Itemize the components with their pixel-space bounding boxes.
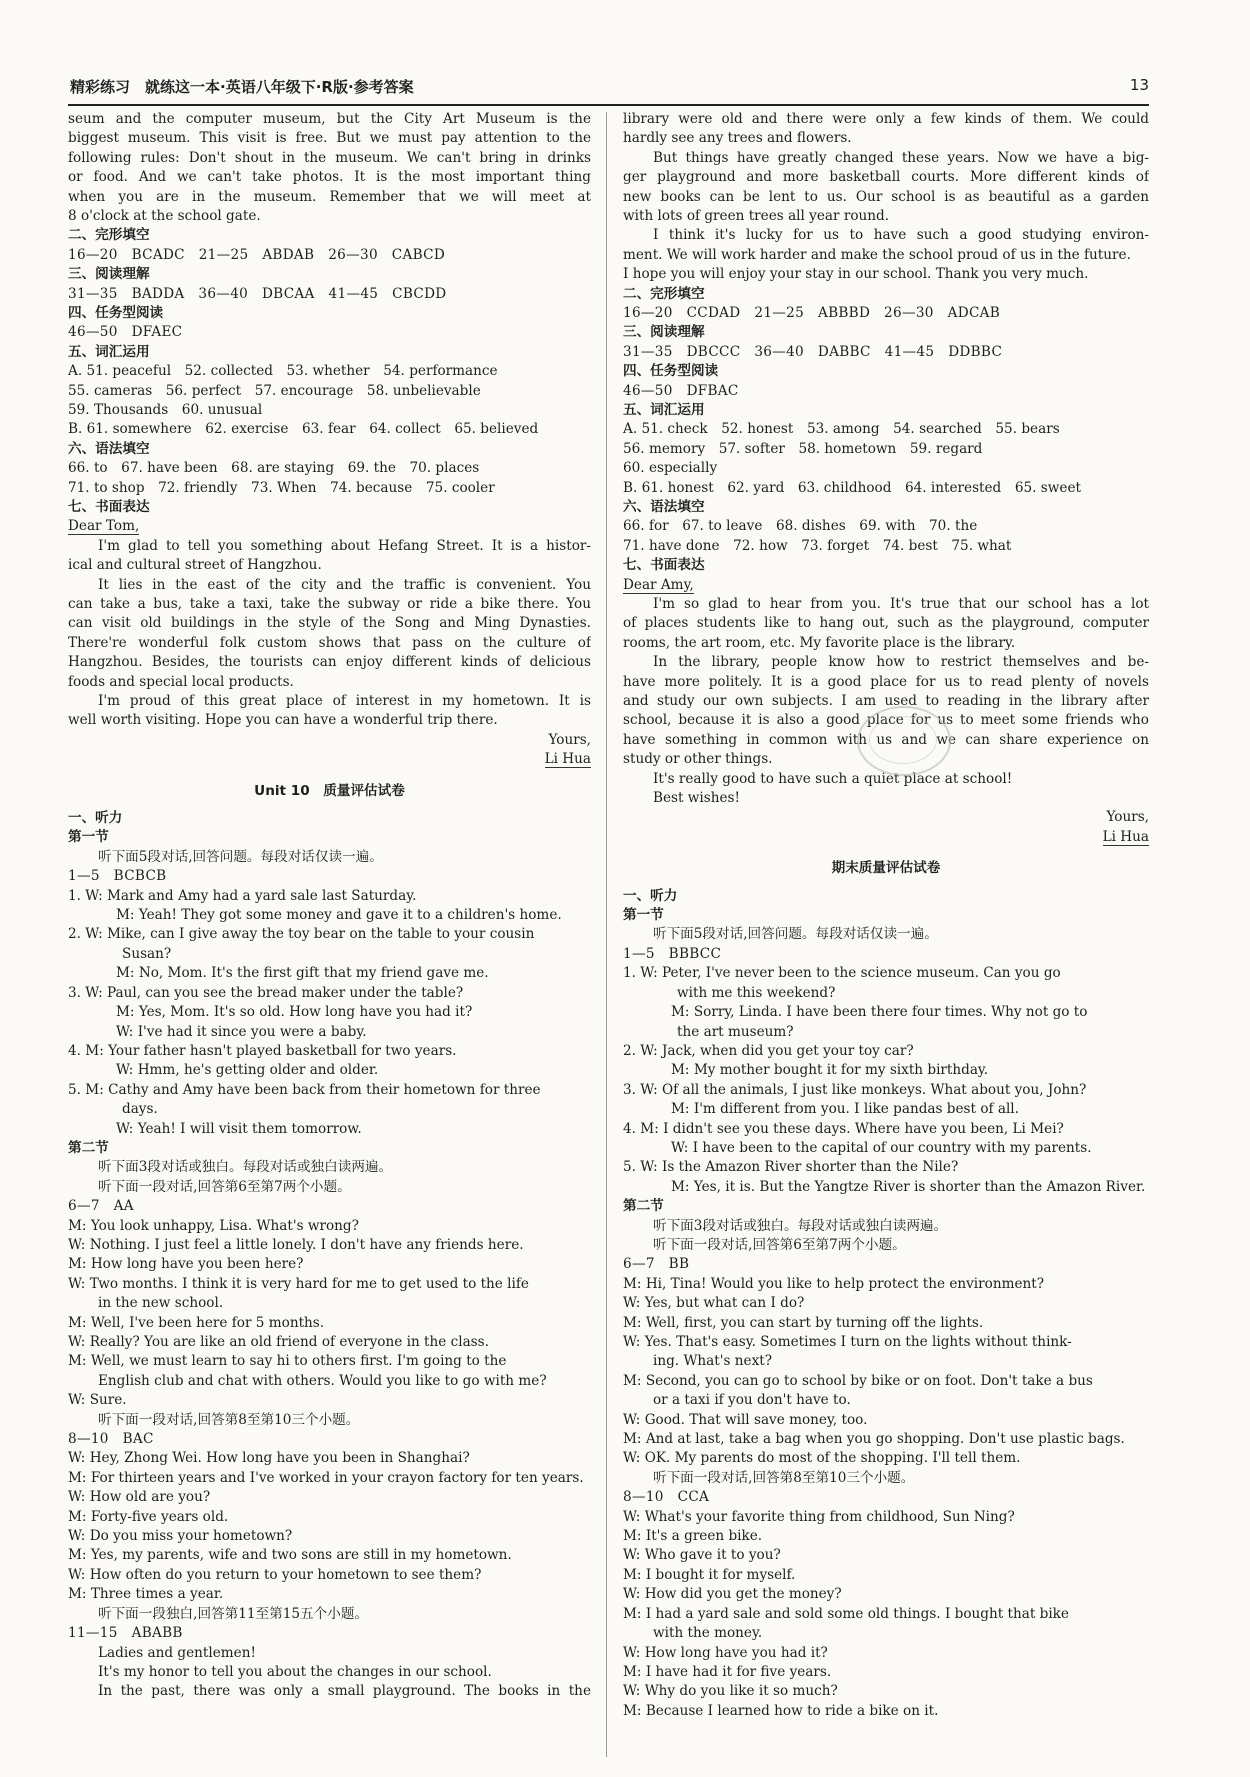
dialog-line: W: Nothing. I just feel a little lonely. I don't have any friends here. <box>68 1236 524 1253</box>
letter-line: rooms, the art room, etc. My favorite place is the library. <box>623 634 1016 651</box>
dialog-line: W: How long have you had it? <box>623 1644 828 1661</box>
section-title: 五、词汇运用 <box>623 402 705 419</box>
dialog-line: 3. W: Of all the animals, I just like monkeys. What about you, John? <box>623 1081 1087 1098</box>
dialog-line: 3. W: Paul, can you see the bread maker under the table? <box>68 984 464 1001</box>
answer-line: 31—35 BADDA 36—40 DBCAA 41—45 CBCDD <box>68 285 447 302</box>
dialog-line: W: Yes, but what can I do? <box>623 1295 805 1312</box>
page-header <box>68 72 1149 106</box>
letter-line: can take a bus, take a taxi, take the subway or ride a bike there. You <box>68 596 591 613</box>
instruction: 听下面一段对话,回答第6至第7两个小题。 <box>653 1236 906 1253</box>
dialog-line: M: Three times a year. <box>68 1586 224 1603</box>
continued-line: ment. We will work harder and make the school proud of us in the future. <box>623 246 1131 263</box>
intro-line: following rules: Don't shout in the museum. We can't bring in drinks <box>68 149 591 166</box>
column-divider <box>606 112 607 1757</box>
dialog-line: W: How old are you? <box>68 1489 211 1506</box>
answer-line: 8—10 BAC <box>68 1431 154 1448</box>
section-title: 二、完形填空 <box>623 285 705 302</box>
dialog-line: Susan? <box>122 945 172 962</box>
letter-closing: Yours, <box>548 731 591 748</box>
dialog-line: W: OK. My parents do most of the shopping. I'll tell them. <box>623 1450 1021 1467</box>
right-column <box>623 110 1149 1721</box>
answer-line: 60. especially <box>623 460 718 477</box>
dialog-line: 2. W: Jack, when did you get your toy car? <box>623 1042 914 1059</box>
dialog-line: with the money. <box>653 1625 763 1642</box>
answer-line: A. 51. peaceful 52. collected 53. whether 54. performance <box>68 363 498 380</box>
continued-line: hardly see any trees and flowers. <box>623 130 852 147</box>
dialog-line: M: I'm different from you. I like pandas best of all. <box>671 1101 1019 1118</box>
page-number: 13 <box>1129 76 1149 94</box>
answer-line: 16—20 CCDAD 21—25 ABBBD 26—30 ADCAB <box>623 304 1001 321</box>
dialog-line: W: Hey, Zhong Wei. How long have you been in Shanghai? <box>68 1450 470 1467</box>
dialog-line: M: Yes, it is. But the Yangtze River is shorter than the Amazon River. <box>671 1178 1146 1195</box>
answer-line: 71. to shop 72. friendly 73. When 74. because 75. cooler <box>68 479 495 496</box>
answer-line: 8—10 CCA <box>623 1489 710 1506</box>
dialog-line: M: For thirteen years and I've worked in your crayon factory for ten years. <box>68 1469 584 1486</box>
dialog-line: W: Sure. <box>68 1392 127 1409</box>
letter-line: I'm so glad to hear from you. It's true that our school has a lot <box>653 596 1149 613</box>
instruction: 听下面一段对话,回答第6至第7两个小题。 <box>98 1178 351 1195</box>
instruction: 听下面3段对话或独白。每段对话或独白读两遍。 <box>98 1159 393 1176</box>
letter-line: I'm glad to tell you something about Hefang Street. It is a histor- <box>98 537 591 554</box>
section-title: 四、任务型阅读 <box>68 304 164 321</box>
dialog-line: M: You look unhappy, Lisa. What's wrong? <box>68 1217 359 1234</box>
letter-line: have something in common with us and we can share experience on <box>623 731 1149 748</box>
answer-line: B. 61. honest 62. yard 63. childhood 64. interested 65. sweet <box>623 479 1081 496</box>
instruction: 听下面一段对话,回答第8至第10三个小题。 <box>98 1411 360 1428</box>
dialog-line: M: Hi, Tina! Would you like to help protect the environment? <box>623 1275 1045 1292</box>
letter-line: and study our own subjects. I am used to reading in the library after <box>623 693 1149 710</box>
dialog-line: M: Second, you can go to school by bike or on foot. Don't take a bus <box>623 1372 1093 1389</box>
signature-text: Li Hua <box>1102 828 1149 845</box>
dialog-line: the art museum? <box>677 1023 794 1040</box>
dialog-line: M: Yes, Mom. It's so old. How long have you had it? <box>116 1004 473 1021</box>
monologue-line: In the past, there was only a small playground. The books in the <box>98 1683 591 1700</box>
letter-line: There're wonderful folk custom shows that pass on the culture of <box>68 634 591 651</box>
letter-line: Best wishes! <box>653 790 740 807</box>
answer-line: 31—35 DBCCC 36—40 DABBC 41—45 DDBBC <box>623 343 1003 360</box>
section-title: 七、书面表达 <box>68 499 150 516</box>
intro-line: 8 o'clock at the school gate. <box>68 207 261 224</box>
answer-line: 46—50 DFAEC <box>68 324 183 341</box>
intro-line: or food. And we can't take photos. It is the most important thing <box>68 169 591 186</box>
dialog-line: M: Forty-five years old. <box>68 1508 229 1525</box>
salutation-text: Dear Amy, <box>623 576 694 593</box>
continued-line: ger playground and more basketball courts. More different kinds of <box>623 169 1149 186</box>
letter-line: Hangzhou. Besides, the tourists can enjoy different kinds of delicious <box>68 654 591 671</box>
dialog-line: W: Two months. I think it is very hard for me to get used to the life <box>68 1275 529 1292</box>
continued-line: new books can be lent to us. Our school is as beautiful as a garden <box>623 188 1149 205</box>
section-title: 二、完形填空 <box>68 227 150 244</box>
dialog-line: days. <box>122 1101 158 1118</box>
dialog-line: 4. M: I didn't see you these days. Where have you been, Li Mei? <box>623 1120 1064 1137</box>
letter-closing: Yours, <box>1106 809 1149 826</box>
section-title: 五、词汇运用 <box>68 343 150 360</box>
dialog-line: 5. W: Is the Amazon River shorter than the Nile? <box>623 1159 959 1176</box>
dialog-line: 1. W: Mark and Amy had a yard sale last Saturday. <box>68 887 417 904</box>
answer-line: 55. cameras 56. perfect 57. encourage 58. unbelievable <box>68 382 481 399</box>
continued-line: But things have greatly changed these years. Now we have a big- <box>653 149 1149 166</box>
unit-title: Unit 10 质量评估试卷 <box>254 782 405 799</box>
dialog-line: W: What's your favorite thing from childhood, Sun Ning? <box>623 1508 1015 1525</box>
dialog-line: M: And at last, take a bag when you go shopping. Don't use plastic bags. <box>623 1431 1125 1448</box>
signature-text: Li Hua <box>544 751 591 768</box>
monologue-line: Ladies and gentlemen! <box>98 1644 256 1661</box>
letter-line: of places students like to hang out, such as the playground, computer <box>623 615 1149 632</box>
answer-line: 56. memory 57. softer 58. hometown 59. regard <box>623 440 983 457</box>
dialog-line: W: Yes. That's easy. Sometimes I turn on the lights without think- <box>623 1334 1072 1350</box>
letter-signature <box>623 828 1149 847</box>
subsection-title: 第二节 <box>68 1139 109 1156</box>
dialog-line: 2. W: Mike, can I give away the toy bear on the table to your cousin <box>68 926 535 943</box>
instruction: 听下面一段独白,回答第11至第15五个小题。 <box>98 1605 369 1622</box>
answer-line: 59. Thousands 60. unusual <box>68 402 263 419</box>
dialog-line: 4. M: Your father hasn't played basketball for two years. <box>68 1042 457 1059</box>
continued-line: with lots of green trees all year round. <box>623 207 890 224</box>
section-title: 六、语法填空 <box>623 499 705 516</box>
dialog-line: ing. What's next? <box>653 1353 772 1370</box>
continued-line: I hope you will enjoy your stay in our school. Thank you very much. <box>623 266 1089 283</box>
answer-line: 16—20 BCADC 21—25 ABDAB 26—30 CABCD <box>68 246 446 263</box>
dialog-line: M: How long have you been here? <box>68 1256 304 1273</box>
intro-line: biggest museum. This visit is free. But we must pay attention to the <box>68 130 591 147</box>
letter-line: I'm proud of this great place of interest in my hometown. It is <box>98 693 591 710</box>
dialog-line: English club and chat with others. Would you like to go with me? <box>98 1372 547 1389</box>
dialog-line: with me this weekend? <box>677 984 836 1001</box>
dialog-line: W: Good. That will save money, too. <box>623 1411 868 1428</box>
answer-line: 66. to 67. have been 68. are staying 69. the 70. places <box>68 460 480 477</box>
header-title: 精彩练习 就练这一本·英语八年级下·R版·参考答案 <box>70 78 414 96</box>
dialog-line: W: I have been to the capital of our country with my parents. <box>671 1139 1092 1156</box>
continued-line: I think it's lucky for us to have such a good studying environ- <box>653 227 1149 244</box>
dialog-line: W: Who gave it to you? <box>623 1547 781 1564</box>
dialog-line: W: Why do you like it so much? <box>623 1683 838 1700</box>
letter-line: can visit old buildings in the style of the Song and Ming Dynasties. <box>68 615 591 632</box>
intro-line: seum and the computer museum, but the City Art Museum is the <box>68 111 591 127</box>
dialog-line: W: Hmm, he's getting older and older. <box>116 1062 379 1079</box>
dialog-line: W: Do you miss your hometown? <box>68 1528 293 1545</box>
answer-line: 11—15 ABABB <box>68 1625 183 1642</box>
dialog-line: W: How did you get the money? <box>623 1586 842 1603</box>
intro-line: when you are in the museum. Remember that we will meet at <box>68 188 591 205</box>
answer-line: 6—7 AA <box>68 1198 134 1215</box>
subsection-title: 第一节 <box>68 829 109 846</box>
salutation-text: Dear Tom, <box>68 518 140 535</box>
answer-line: 1—5 BCBCB <box>68 868 167 885</box>
dialog-line: W: I've had it since you were a baby. <box>116 1023 367 1040</box>
subsection-title: 第二节 <box>623 1198 664 1215</box>
section-title: 三、阅读理解 <box>68 266 150 283</box>
dialog-line: M: I have had it for five years. <box>623 1663 832 1680</box>
dialog-line: W: Yeah! I will visit them tomorrow. <box>116 1120 362 1137</box>
answer-line: 66. for 67. to leave 68. dishes 69. with 70. the <box>623 518 978 535</box>
dialog-line: 1. W: Peter, I've never been to the science museum. Can you go <box>623 965 1061 982</box>
dialog-line: M: Well, we must learn to say hi to others first. I'm going to the <box>68 1353 507 1370</box>
answer-line: 6—7 BB <box>623 1256 690 1273</box>
dialog-line: M: Because I learned how to ride a bike on it. <box>623 1702 939 1719</box>
instruction: 听下面3段对话或独白。每段对话或独白读两遍。 <box>653 1217 948 1234</box>
dialog-line: M: No, Mom. It's the first gift that my friend gave me. <box>116 965 489 982</box>
instruction: 听下面5段对话,回答问题。每段对话仅读一遍。 <box>653 926 938 943</box>
dialog-line: W: How often do you return to your hometown to see them? <box>68 1566 482 1583</box>
dialog-line: M: Well, first, you can start by turning off the lights. <box>623 1314 984 1331</box>
dialog-line: M: I had a yard sale and sold some old things. I bought that bike <box>623 1605 1069 1622</box>
letter-line: have more politely. It is a good place for us to read plenty of novels <box>623 673 1149 690</box>
letter-line: It's really good to have such a quiet place at school! <box>653 770 1013 787</box>
letter-line: It lies in the east of the city and the traffic is convenient. You <box>98 576 591 593</box>
letter-line: In the library, people know how to restrict themselves and be- <box>653 654 1149 671</box>
letter-line: study or other things. <box>623 751 773 768</box>
answer-line: B. 61. somewhere 62. exercise 63. fear 64. collect 65. believed <box>68 421 539 438</box>
section-title: 一、听力 <box>623 887 678 904</box>
dialog-line: M: Well, I've been here for 5 months. <box>68 1314 325 1331</box>
dialog-line: M: It's a green bike. <box>623 1528 763 1545</box>
letter-line: well worth visiting. Hope you can have a wonderful trip there. <box>68 712 498 729</box>
letter-signature <box>68 750 591 769</box>
final-exam-title: 期末质量评估试卷 <box>831 860 941 877</box>
instruction: 听下面一段对话,回答第8至第10三个小题。 <box>653 1469 915 1486</box>
section-title: 三、阅读理解 <box>623 324 705 341</box>
answer-line: 1—5 BBBCC <box>623 945 722 962</box>
left-column <box>68 110 591 1702</box>
dialog-line: M: Yeah! They got some money and gave it to a children's home. <box>116 907 562 924</box>
section-title: 一、听力 <box>68 810 123 827</box>
instruction: 听下面5段对话,回答问题。每段对话仅读一遍。 <box>98 848 383 865</box>
dialog-line: W: Really? You are like an old friend of everyone in the class. <box>68 1334 489 1350</box>
dialog-line: 5. M: Cathy and Amy have been back from their hometown for three <box>68 1081 541 1098</box>
subsection-title: 第一节 <box>623 907 664 924</box>
monologue-line: It's my honor to tell you about the changes in our school. <box>98 1663 492 1680</box>
letter-line: foods and special local products. <box>68 673 294 690</box>
letter-line: school, because it is also a good place for us to meet some friends who <box>623 712 1149 729</box>
section-title: 六、语法填空 <box>68 440 150 457</box>
dialog-line: M: Sorry, Linda. I have been there four times. Why not go to <box>671 1004 1088 1021</box>
answer-line: A. 51. check 52. honest 53. among 54. searched 55. bears <box>623 421 1060 438</box>
dialog-line: M: I bought it for myself. <box>623 1566 796 1583</box>
dialog-line: M: Yes, my parents, wife and two sons are still in my hometown. <box>68 1547 512 1564</box>
dialog-line: or a taxi if you don't have to. <box>653 1392 851 1409</box>
letter-salutation <box>68 517 591 536</box>
section-title: 七、书面表达 <box>623 557 705 574</box>
faint-seal-stamp <box>857 706 951 776</box>
answer-line: 71. have done 72. how 73. forget 74. best 75. what <box>623 537 1012 554</box>
section-title: 四、任务型阅读 <box>623 363 719 380</box>
dialog-line: M: My mother bought it for my sixth birthday. <box>671 1062 989 1079</box>
letter-salutation <box>623 576 1149 595</box>
letter-line: ical and cultural street of Hangzhou. <box>68 557 322 574</box>
dialog-line: in the new school. <box>98 1295 224 1312</box>
continued-line: library were old and there were only a few kinds of them. We could <box>623 111 1149 127</box>
answer-line: 46—50 DFBAC <box>623 382 739 399</box>
